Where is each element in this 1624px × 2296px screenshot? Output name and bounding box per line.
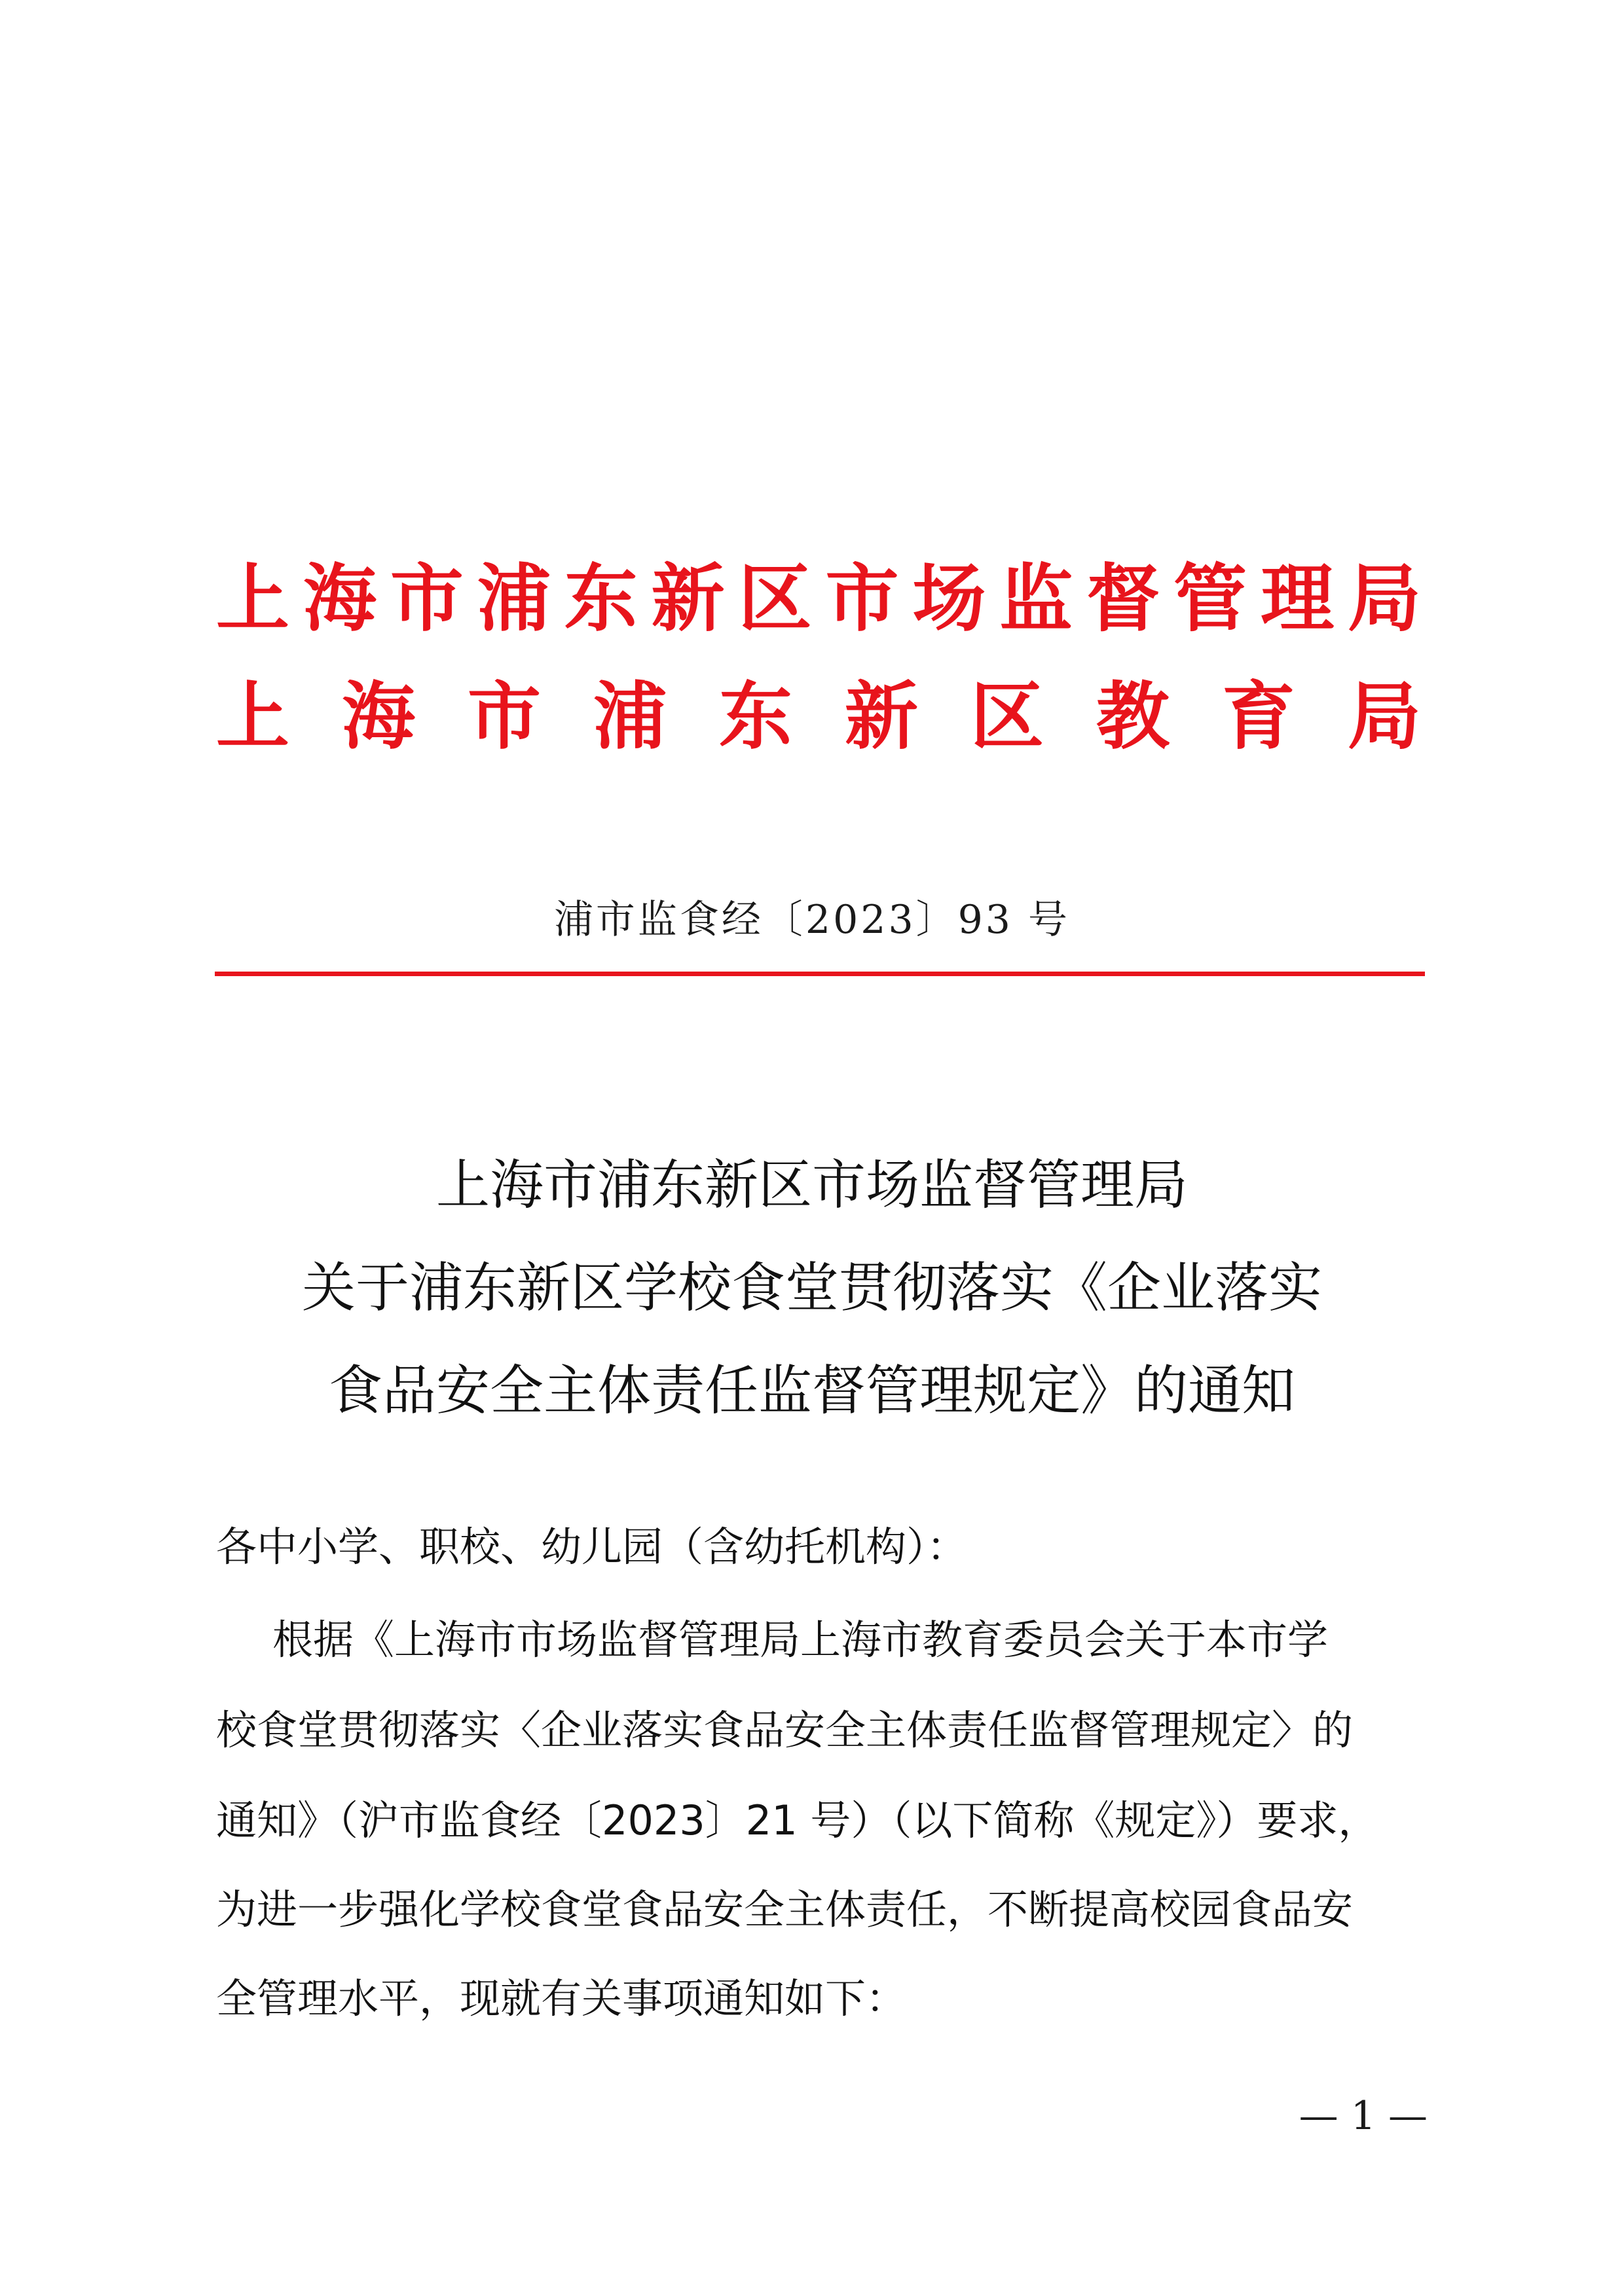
issuer-char: 区 — [970, 674, 1044, 759]
body-line: 校食堂贯彻落实〈企业落实食品安全主体责任监督管理规定〉的 — [216, 1706, 1354, 1754]
issuer-char: 海 — [303, 556, 377, 642]
issuer-char: 市 — [825, 556, 899, 642]
issuer-char: 东 — [719, 674, 792, 759]
body-line: 根据《上海市市场监督管理局上海市教育委员会关于本市学 — [272, 1616, 1329, 1664]
issuer-char: 场 — [912, 556, 986, 642]
issuer-char: 育 — [1222, 674, 1295, 759]
issuer-char: 理 — [1261, 556, 1335, 642]
issuer-char: 新 — [845, 674, 918, 759]
issuer-char: 监 — [999, 556, 1073, 642]
issuer-char: 教 — [1096, 674, 1170, 759]
body-line: 通知》（沪市监食经〔2023〕21 号）（以下简称《规定》）要求， — [216, 1796, 1379, 1844]
page-number: — 1 — — [1299, 2093, 1428, 2139]
issuer-char: 浦 — [593, 674, 667, 759]
issuer-char: 市 — [468, 674, 541, 759]
issuer-char: 上 — [216, 674, 289, 759]
body-line: 为进一步强化学校食堂食品安全主体责任，不断提高校园食品安 — [216, 1886, 1354, 1933]
issuer-char: 海 — [342, 674, 415, 759]
body-line: 全管理水平，现就有关事项通知如下： — [216, 1975, 907, 2022]
issuer-line-education-bureau — [216, 668, 1421, 766]
document-title-line-3: 食品安全主体责任监督管理规定》的通知 — [328, 1360, 1295, 1422]
issuer-char: 区 — [738, 556, 812, 642]
issuer-char: 管 — [1173, 556, 1247, 642]
issuer-line-market-supervision — [216, 550, 1421, 648]
issuer-char: 新 — [651, 556, 725, 642]
document-title-line-2: 关于浦东新区学校食堂贯彻落实《企业落实 — [301, 1257, 1322, 1319]
salutation: 各中小学、职校、幼儿园（含幼托机构）： — [216, 1523, 968, 1571]
issuer-char: 东 — [564, 556, 638, 642]
issuer-char: 浦 — [477, 556, 551, 642]
issuer-char: 上 — [216, 556, 289, 642]
red-divider-line — [215, 972, 1425, 976]
document-title-line-1: 上海市浦东新区市场监督管理局 — [435, 1154, 1188, 1216]
document-number: 浦市监食经〔2023〕93 号 — [553, 897, 1071, 943]
issuer-char: 督 — [1086, 556, 1160, 642]
issuer-char: 市 — [390, 556, 464, 642]
issuer-char: 局 — [1348, 674, 1421, 759]
issuer-char: 局 — [1347, 556, 1421, 642]
